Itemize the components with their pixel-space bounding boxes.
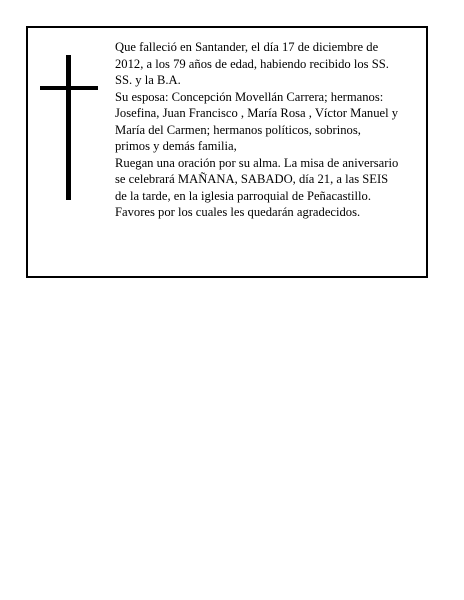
obituary-line: Su esposa: Concepción Movellán Carrera; hermanos: [115, 89, 384, 104]
obituary-line: se celebrará MAÑANA, SABADO, día 21, a las SEIS [115, 172, 389, 186]
obituary-line: 2012, a los 79 años de edad, habiendo recibido los SS. [115, 56, 389, 71]
obituary-line: María del Carmen; hermanos políticos, sobrinos, [115, 122, 361, 137]
obituary-line: SS. y la B.A. [115, 73, 181, 87]
obituary-line: de la tarde, en la iglesia parroquial de Peñacastillo. [115, 188, 371, 203]
obituary-notice-box [26, 26, 428, 278]
cross-horizontal-bar [40, 86, 98, 90]
latin-cross-icon [40, 55, 98, 200]
obituary-line: primos y demás familia, [115, 139, 237, 153]
obituary-line: Favores por los cuales les quedarán agradecidos. [115, 205, 361, 219]
obituary-text [115, 39, 427, 221]
obituary-line: Ruegan una oración por su alma. La misa de aniversario [115, 155, 399, 170]
cross-vertical-bar [66, 55, 71, 200]
obituary-line: Josefina, Juan Francisco , María Rosa , Víctor Manuel y [115, 106, 399, 120]
obituary-line: Que falleció en Santander, el día 17 de diciembre de [115, 40, 379, 54]
